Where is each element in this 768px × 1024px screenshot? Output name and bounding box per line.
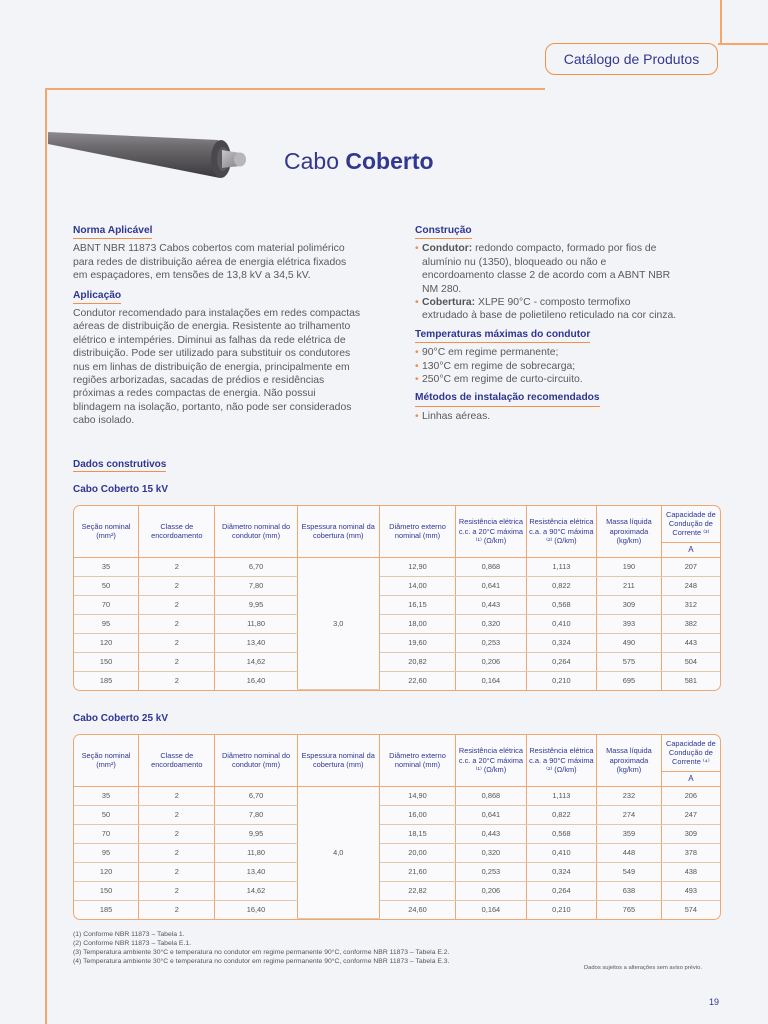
table-row [74,595,720,614]
construcao-heading: Construção [415,224,472,239]
table-cell: 207 [661,557,720,576]
table-cell: 2 [139,881,215,900]
table-cell: 35 [74,557,139,576]
thickness-cell: 3,0 [297,557,379,690]
table-cell: 6,70 [215,786,297,805]
table-cell: 14,62 [215,652,297,671]
table-cell: 20,82 [379,652,455,671]
table-cell: 359 [597,824,662,843]
col-header: Espessura nominal da cobertura (mm) [297,506,379,557]
table-cell: 206 [661,786,720,805]
table-cell: 150 [74,881,139,900]
list-item: • Condutor: redondo compacto, formado por fios de alumínio nu (1350), bloqueado ou não e encordoamento classe 2 de acordo com a ABNT NBR NM 280. [415,242,677,296]
table-cell: 11,80 [215,843,297,862]
table-cell: 20,00 [379,843,455,862]
table-cell: 0,264 [526,652,596,671]
table-cell: 0,210 [526,671,596,690]
table-cell: 2 [139,900,215,919]
table-cell: 16,40 [215,671,297,690]
table-cell: 2 [139,557,215,576]
metodos-heading: Métodos de instalação recomendados [415,391,600,406]
table-row [74,557,720,576]
table-cell: 35 [74,786,139,805]
col-header: Classe de encordoamento [139,506,215,557]
table-cell: 211 [597,576,662,595]
table-row [74,652,720,671]
table-cell: 2 [139,824,215,843]
table-cell: 0,164 [456,900,526,919]
list-item: • 130°C em regime de sobrecarga; [415,360,677,373]
table-cell: 312 [661,595,720,614]
table-cell: 24,60 [379,900,455,919]
table-cell: 0,206 [456,652,526,671]
table-cell: 504 [661,652,720,671]
table-row [74,805,720,824]
col-header: Capacidade de Condução de Corrente ⁽³⁾ [661,506,720,542]
table-cell: 309 [661,824,720,843]
table-cell: 9,95 [215,595,297,614]
frame-line-left [45,88,47,1024]
table-cell: 95 [74,614,139,633]
table-cell: 248 [661,576,720,595]
table-cell: 7,80 [215,576,297,595]
table-cell: 493 [661,881,720,900]
table-cell: 0,253 [456,633,526,652]
table-cell: 185 [74,671,139,690]
table-cell: 0,568 [526,824,596,843]
footnote: (4) Temperatura ambiente 30°C e temperatura no condutor em regime permanente 90°C, conforme NBR 11873 – Tabela E.3. [73,958,450,965]
table-cell: 190 [597,557,662,576]
table-cell: 0,164 [456,671,526,690]
unit-header: A [661,542,720,557]
table1-title: Cabo Coberto 15 kV [73,484,169,495]
table-cell: 13,40 [215,862,297,881]
table-row [74,862,720,881]
table-cell: 16,15 [379,595,455,614]
table-cell: 1,113 [526,786,596,805]
table-row [74,881,720,900]
table-cell: 2 [139,805,215,824]
table-25kv [73,734,721,920]
table-cell: 0,868 [456,557,526,576]
table-cell: 0,868 [456,786,526,805]
table-cell: 0,264 [526,881,596,900]
col-header: Diâmetro externo nominal (mm) [379,735,455,786]
table-cell: 575 [597,652,662,671]
table-cell: 14,00 [379,576,455,595]
footnote: (2) Conforme NBR 11873 – Tabela E.1. [73,940,192,947]
table-cell: 382 [661,614,720,633]
table-cell: 0,822 [526,576,596,595]
table-row [74,576,720,595]
footnotes [73,930,449,966]
col-header: Resistência elétrica c.c. a 20°C máxima ⁽¹⁾ (Ω/km) [456,735,526,786]
table-cell: 0,443 [456,595,526,614]
table-cell: 0,410 [526,614,596,633]
frame-line-top [45,88,545,90]
table-cell: 14,62 [215,881,297,900]
table-cell: 2 [139,862,215,881]
table-cell: 695 [597,671,662,690]
table-cell: 0,410 [526,843,596,862]
table-cell: 2 [139,576,215,595]
table2-title: Cabo Coberto 25 kV [73,713,169,724]
table-cell: 2 [139,843,215,862]
col-header: Seção nominal (mm²) [74,735,139,786]
table-cell: 16,40 [215,900,297,919]
table-cell: 448 [597,843,662,862]
table-row [74,843,720,862]
table-cell: 16,00 [379,805,455,824]
table-cell: 2 [139,652,215,671]
table-cell: 309 [597,595,662,614]
aplicacao-text: Condutor recomendado para instalações em redes compactas aéreas de distribuição de energia. Resistente ao trilhamento elétrico e intempéries. Diminui as falhas da rede elétrica de distribuição. Pode ser utilizado para substituir os condutores nus em linhas de distribuição de energia, principalmente em regiões arborizadas, sacadas de prédios e residências próximas a redes compactas de energia. Não possui blindagem na isolação, portanto, não pode ser considerados cabo isolado. [73,308,361,427]
table-cell: 6,70 [215,557,297,576]
table-cell: 490 [597,633,662,652]
table-cell: 12,90 [379,557,455,576]
col-header: Diâmetro externo nominal (mm) [379,506,455,557]
thickness-cell: 4,0 [297,786,379,919]
table-cell: 2 [139,633,215,652]
table-cell: 2 [139,786,215,805]
col-header: Classe de encordoamento [139,735,215,786]
table-cell: 95 [74,843,139,862]
list-item: • Cobertura: XLPE 90°C - composto termofixo extrudado à base de polietileno reticulado na cor cinza. [415,296,677,323]
table-cell: 7,80 [215,805,297,824]
dados-heading: Dados construtivos [73,459,167,470]
table-cell: 18,00 [379,614,455,633]
col-header: Diâmetro nominal do condutor (mm) [215,735,297,786]
table-cell: 438 [661,862,720,881]
aplicacao-heading: Aplicação [73,289,121,304]
temperaturas-list [415,346,677,386]
page-title: Cabo Coberto [284,148,434,174]
frame-line-right-h [718,43,768,45]
table-cell: 0,822 [526,805,596,824]
table-cell: 0,641 [456,576,526,595]
col-header: Capacidade de Condução de Corrente ⁽⁴⁾ [661,735,720,771]
table-cell: 50 [74,576,139,595]
col-header: Resistência elétrica c.c. a 20°C máxima ⁽¹⁾ (Ω/km) [456,506,526,557]
table-cell: 18,15 [379,824,455,843]
catalog-badge: Catálogo de Produtos [545,43,718,75]
table-cell: 70 [74,824,139,843]
table-cell: 11,80 [215,614,297,633]
table-cell: 22,82 [379,881,455,900]
table-row [74,900,720,919]
table-cell: 574 [684,905,698,914]
table-cell: 14,90 [379,786,455,805]
table-cell: 638 [597,881,662,900]
table-cell: 0,324 [526,633,596,652]
table-cell: 21,60 [379,862,455,881]
table-cell: 274 [597,805,662,824]
table-cell: 150 [74,652,139,671]
cable-illustration [48,120,273,200]
table-cell: 2 [139,614,215,633]
list-item: • Linhas aéreas. [415,410,677,423]
table-row [74,671,720,690]
table-cell: 185 [74,900,139,919]
list-item: • 90°C em regime permanente; [415,346,677,359]
table-cell: 2 [139,671,215,690]
table-cell: 0,320 [456,614,526,633]
table-cell: 1,113 [526,557,596,576]
table-cell: 0,210 [526,900,596,919]
table-cell: 2 [139,595,215,614]
page-number: 19 [709,997,720,1007]
metodos-list [415,410,677,423]
frame-line-right [720,0,722,43]
table-cell: 120 [74,862,139,881]
table-cell: 22,60 [379,671,455,690]
table-cell: 232 [597,786,662,805]
col-header: Resistência elétrica c.a. a 90°C máxima ⁽²⁾ (Ω/km) [526,735,596,786]
table-cell: 0,320 [456,843,526,862]
table-cell: 70 [74,595,139,614]
table-cell: 378 [661,843,720,862]
table-cell: 393 [597,614,662,633]
table-cell: 0,443 [456,824,526,843]
table-cell: 13,40 [215,633,297,652]
footnote: (3) Temperatura ambiente 30°C e temperatura no condutor em regime permanente 90°C, conforme NBR 11873 – Tabela E.2. [73,949,450,956]
footnote: (1) Conforme NBR 11873 – Tabela 1. [73,931,185,938]
table-cell: 247 [661,805,720,824]
table-cell: 765 [597,900,662,919]
col-header: Espessura nominal da cobertura (mm) [297,735,379,786]
table-cell: 549 [597,862,662,881]
table-row [74,824,720,843]
disclaimer: Dados sujeitos a alterações sem aviso prévio. [584,965,702,971]
table-15kv [73,505,721,691]
table-cell: 0,253 [456,862,526,881]
norma-heading: Norma Aplicável [73,224,152,239]
table-row [74,633,720,652]
unit-header: A [661,771,720,786]
list-item: • 250°C em regime de curto-circuito. [415,373,677,386]
table-cell: 9,95 [215,824,297,843]
col-header: Resistência elétrica c.a. a 90°C máxima ⁽²⁾ (Ω/km) [526,506,596,557]
temperaturas-heading: Temperaturas máximas do condutor [415,328,590,343]
table-cell: 50 [74,805,139,824]
table-cell: 581 [684,676,698,685]
table-cell: 120 [74,633,139,652]
right-column [415,224,677,423]
table-cell: 19,60 [379,633,455,652]
col-header: Seção nominal (mm²) [74,506,139,557]
col-header: Massa líquida aproximada (kg/km) [597,735,662,786]
table-cell: 0,568 [526,595,596,614]
table-cell: 443 [661,633,720,652]
construcao-list [415,242,677,322]
table-cell: 0,324 [526,862,596,881]
left-column [73,224,363,428]
table-row [74,614,720,633]
norma-text: ABNT NBR 11873 Cabos cobertos com material polimérico para redes de distribuição aérea de energia elétrica fixados em espaçadores, em tensões de 13,8 kV a 34,5 kV. [73,243,347,282]
table-cell: 0,641 [456,805,526,824]
table-cell: 0,206 [456,881,526,900]
table-row [74,786,720,805]
col-header: Massa líquida aproximada (kg/km) [597,506,662,557]
col-header: Diâmetro nominal do condutor (mm) [215,506,297,557]
